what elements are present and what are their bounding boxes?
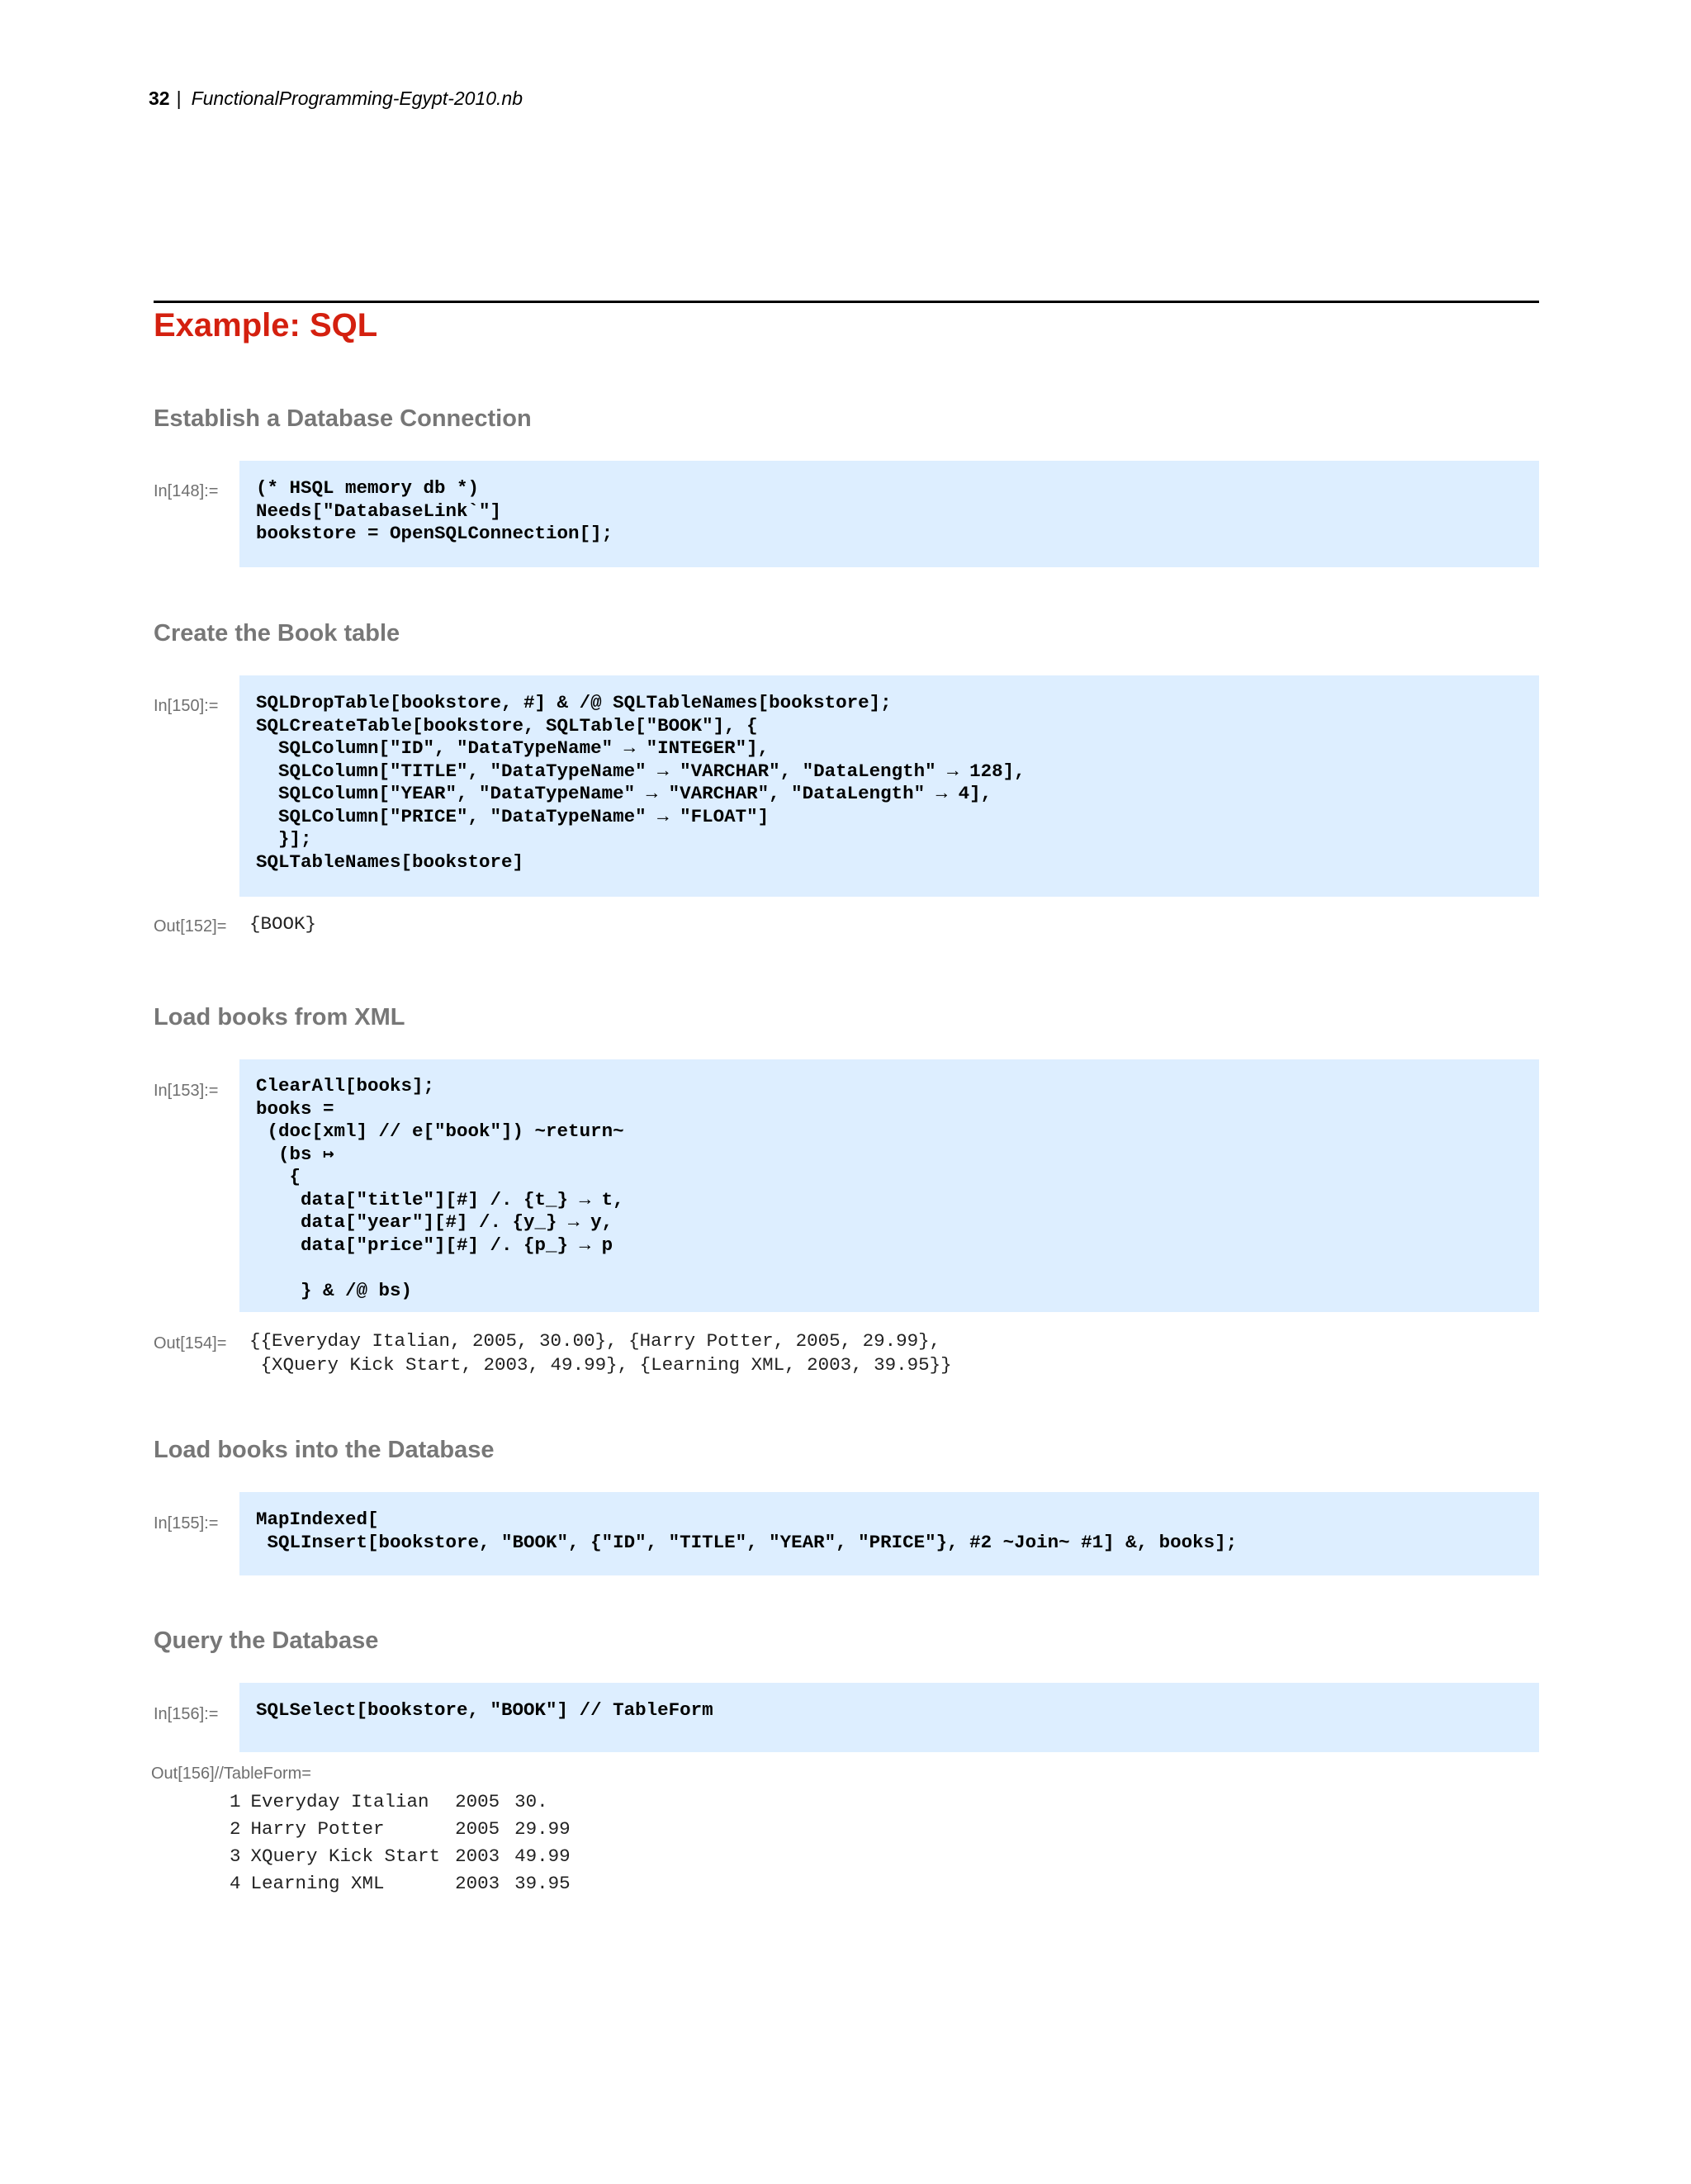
output-out152: {BOOK} (249, 913, 317, 935)
cell-label-in150: In[150]:= (154, 697, 219, 715)
subsection-connection: Establish a Database Connection (154, 405, 532, 432)
cell-label-in148: In[148]:= (154, 482, 219, 500)
subsection-load-xml: Load books from XML (154, 1004, 405, 1030)
section-divider (154, 301, 1539, 303)
table-output (230, 1788, 585, 1897)
table-cell-id: 1 (230, 1790, 241, 1812)
subsection-load-db: Load books into the Database (154, 1437, 495, 1463)
cell-label-out156: Out[156]//TableForm= (151, 1765, 311, 1783)
table-cell-id: 3 (230, 1845, 241, 1867)
output-out154: {{Everyday Italian, 2005, 30.00}, {Harry Potter, 2005, 29.99}, {XQuery Kick Start, 2003, 49.99}, {Learning XML, 2003, 39.95}} (249, 1330, 952, 1376)
cell-label-in156: In[156]:= (154, 1705, 219, 1723)
cell-label-out152: Out[152]= (154, 917, 227, 936)
page-number: 32 (149, 88, 170, 109)
cell-label-in153: In[153]:= (154, 1082, 219, 1100)
code-in148[interactable]: (* HSQL memory db *) Needs["DatabaseLink`"] bookstore = OpenSQLConnection[]; (256, 477, 613, 544)
header-separator: | (176, 88, 182, 109)
table-row (230, 1842, 585, 1869)
table-cell-price: 30. (514, 1790, 548, 1812)
table-cell-price: 39.95 (514, 1872, 571, 1894)
table-cell-year: 2005 (455, 1817, 500, 1840)
table-cell-year: 2005 (455, 1790, 500, 1812)
section-title: Example: SQL (154, 307, 378, 343)
subsection-create: Create the Book table (154, 620, 400, 647)
subsection-query: Query the Database (154, 1627, 379, 1654)
table-cell-title: Everyday Italian (250, 1790, 429, 1812)
table-cell-id: 4 (230, 1872, 241, 1894)
code-in155[interactable]: MapIndexed[ SQLInsert[bookstore, "BOOK", {"ID", "TITLE", "YEAR", "PRICE"}, #2 ~Join~ #1] &, books]; (256, 1509, 1238, 1553)
code-in156[interactable]: SQLSelect[bookstore, "BOOK"] // TableForm (256, 1699, 713, 1721)
cell-label-out154: Out[154]= (154, 1334, 227, 1353)
table-cell-id: 2 (230, 1817, 241, 1840)
code-in153[interactable]: ClearAll[books]; books = (doc[xml] // e["book"]) ~return~ (bs ↦ { data["title"][#] /. {t_} → t, data["year"][#] /. {y_} → y, data["price"][#] /. {p_} → p } & /@ bs) (256, 1075, 624, 1301)
code-in150[interactable]: SQLDropTable[bookstore, #] & /@ SQLTableNames[bookstore]; SQLCreateTable[bookstore, SQLTable["BOOK"], { SQLColumn["ID", "DataTypeName" → "INTEGER"], SQLColumn["TITLE", "DataTypeName" → "VARCHAR", "DataLength" → 128], SQLColumn["YEAR", "DataTypeName" → "VARCHAR", "DataLength" → 4], SQLColumn["PRICE", "DataTypeName" → "FLOAT"] }]; SQLTableNames[bookstore] (256, 692, 1025, 873)
table-row (230, 1788, 585, 1815)
page-header (149, 86, 523, 111)
table-row (230, 1815, 585, 1842)
table-cell-price: 29.99 (514, 1817, 571, 1840)
table-cell-title: Harry Potter (250, 1817, 385, 1840)
table-cell-title: XQuery Kick Start (250, 1845, 441, 1867)
notebook-name: FunctionalProgramming-Egypt-2010.nb (191, 88, 523, 109)
table-cell-year: 2003 (455, 1845, 500, 1867)
table-cell-price: 49.99 (514, 1845, 571, 1867)
table-row (230, 1869, 585, 1897)
cell-label-in155: In[155]:= (154, 1514, 219, 1533)
table-cell-title: Learning XML (250, 1872, 385, 1894)
table-cell-year: 2003 (455, 1872, 500, 1894)
